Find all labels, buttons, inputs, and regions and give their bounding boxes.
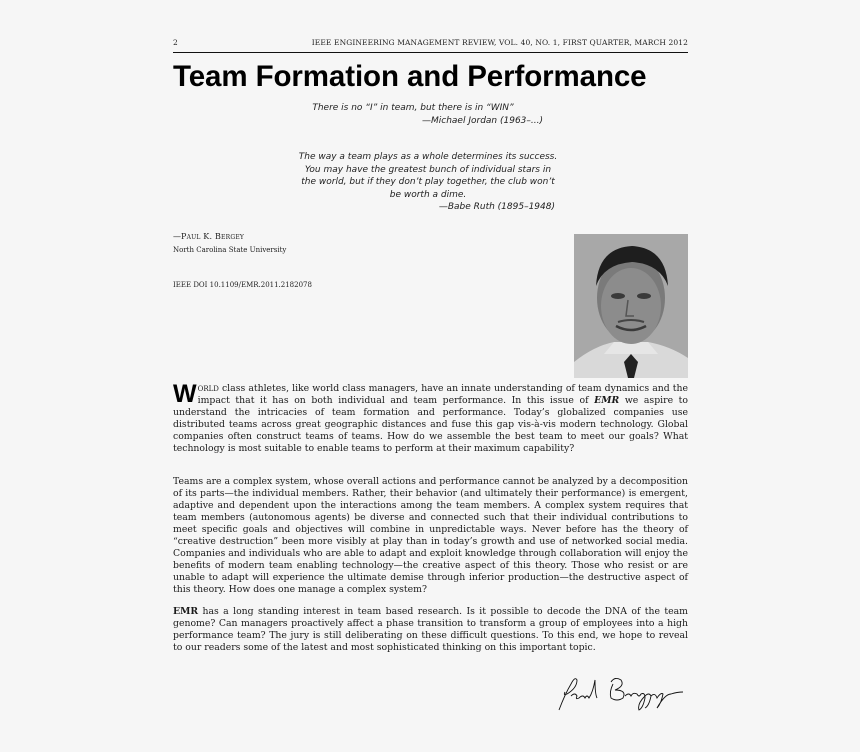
page-number: 2	[173, 38, 178, 47]
quote-text: There is no “I” in team, but there is in “WIN”	[312, 103, 514, 113]
author-signature	[553, 664, 693, 720]
paragraph-text: we aspire to understand the intricacies of team formation and performance. Today’s globalized companies use distributed teams across great geographic distances and fuse this gap vis-à-vis modern technology. Global companies often construct teams of teams. How do we assemble the best team to meet our goals? What technology is most suitable to enable teams to perform at their maximum capability?	[173, 395, 688, 454]
header-rule	[173, 52, 688, 53]
paper-page	[173, 0, 688, 752]
journal-citation: IEEE ENGINEERING MANAGEMENT REVIEW, VOL. 40, NO. 1, FIRST QUARTER, MARCH 2012	[311, 38, 688, 47]
portrait-image	[574, 234, 688, 378]
doi: IEEE DOI 10.1109/EMR.2011.2182078	[173, 281, 312, 289]
author-byline	[173, 232, 244, 241]
quote-attribution: —Michael Jordan (1963–...)	[422, 115, 543, 126]
quote-line: You may have the greatest bunch of individual stars in	[304, 164, 552, 175]
byline-dash: —	[173, 232, 181, 241]
signature-image	[553, 664, 693, 720]
paragraph-2: Teams are a complex system, whose overall actions and performance cannot be analyzed by a decomposition of its parts—the individual members. Rather, their behavior (and ultimately their performance) is emergent, adaptive and dependent upon the interactions among the team members. A complex system requires that team members (autonomous agents) be diverse and connected such that their individual contributions to meet specific goals and objectives will combine in unpredictable ways. Never before has the theory of “creative destruction” been more visibly at play than in today’s growth and use of networked social media. Companies and individuals who are able to adapt and exploit knowledge through collaboration will enjoy the benefits of modern team enabling technology—the creative aspect of this theory. Those who resist or are unable to adapt will experience the ultimate demise through inferior production—the destructive aspect of this theory. How does one manage a complex system?	[173, 476, 688, 595]
author-name: Paul K. Bergey	[181, 232, 245, 241]
paragraph-text: class athletes, like world class managers, have an innate understanding of team dynamics and the impact that it has on both individual and team performance. In this issue of	[197, 383, 688, 406]
epigraph-jordan	[283, 102, 543, 127]
journal-abbrev: EMR	[173, 606, 199, 617]
author-photo	[574, 234, 688, 378]
small-caps-lead: orld	[197, 383, 219, 394]
quote-attribution: —Babe Ruth (1895–1948)	[438, 202, 555, 212]
paragraph-text: has a long standing interest in team based research. Is it possible to decode the DNA of the team genome? Can managers proactively affect a phase transition to transform a group of employees into a high performance team? The jury is still deliberating on these difficult questions. To this end, we hope to reveal to our readers some of the latest and most sophisticated thinking on this important topic.	[173, 606, 688, 653]
article-title: Team Formation and Performance	[173, 60, 647, 93]
journal-abbrev: EMR	[594, 395, 620, 406]
quote-line: The way a team plays as a whole determines its success.	[298, 152, 558, 162]
quote-line: the world, but if they don’t play together, the club won’t	[301, 177, 555, 187]
paragraph-3	[173, 606, 688, 654]
epigraph-ruth	[283, 151, 573, 214]
author-affiliation: North Carolina State University	[173, 246, 287, 254]
quote-line: be worth a dime.	[389, 189, 467, 200]
drop-cap: W	[173, 380, 197, 408]
paragraph-1	[173, 380, 688, 455]
